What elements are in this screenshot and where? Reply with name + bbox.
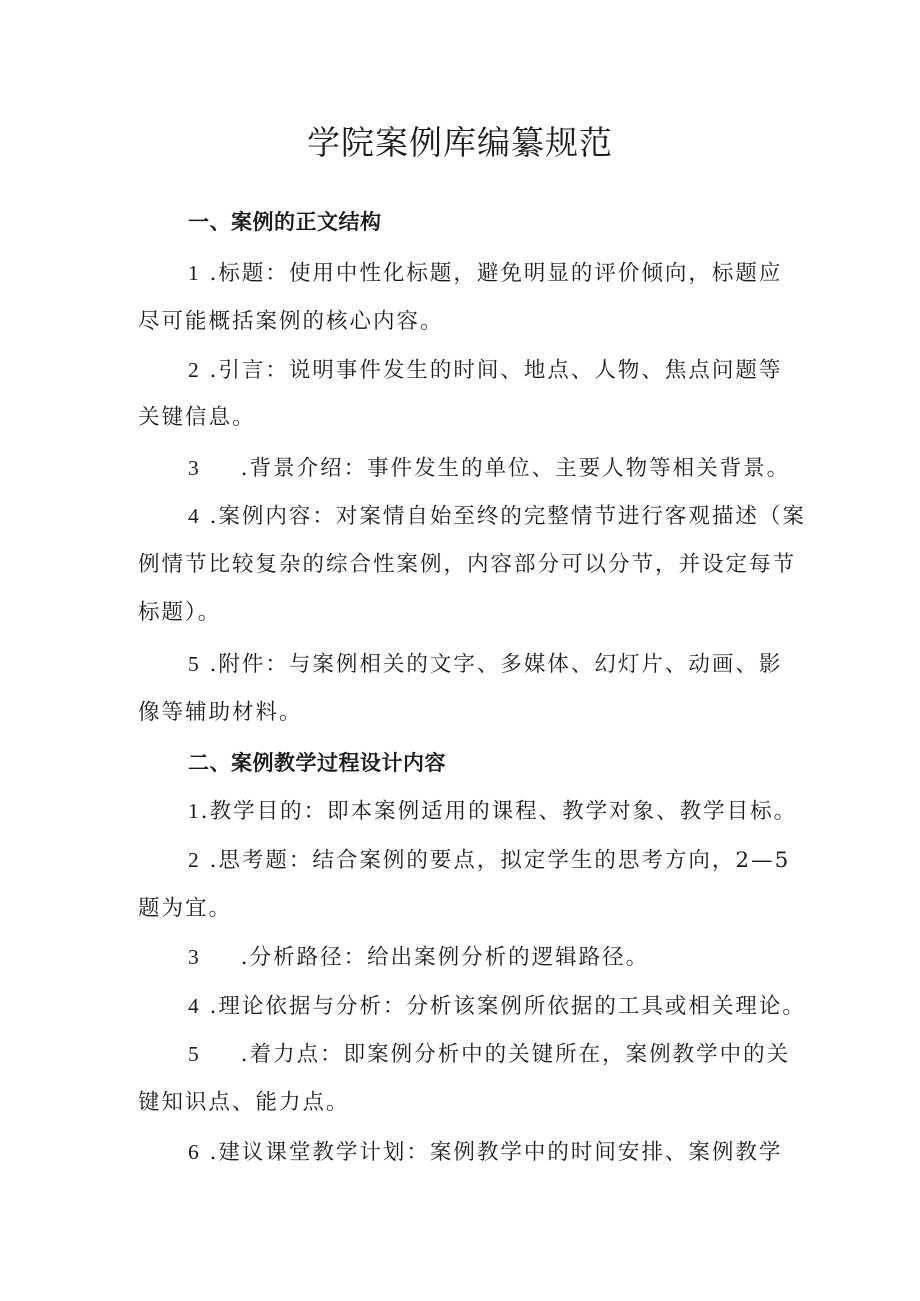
- item-1-2-line-2: 关键信息。: [138, 405, 256, 430]
- item-number: 2: [188, 848, 201, 872]
- item-1-2-line-1: [188, 354, 782, 387]
- item-number: 6: [188, 1140, 201, 1164]
- item-number: 3: [188, 945, 201, 969]
- item-1-4-line-2: 例情节比较复杂的综合性案例，内容部分可以分节，并设定每节: [138, 552, 797, 577]
- item-text: .标题：使用中性化标题，避免明显的评价倾向，标题应: [209, 261, 783, 286]
- item-2-4-line-1: [188, 990, 806, 1023]
- item-1-3-line-1: [188, 452, 790, 485]
- item-text: .分析路径：给出案例分析的逻辑路径。: [240, 945, 650, 970]
- document-title: 学院案例库编纂规范: [307, 123, 613, 162]
- item-number: 5: [188, 1042, 201, 1066]
- item-text: .附件：与案例相关的文字、多媒体、幻灯片、动画、影: [209, 652, 783, 677]
- section-heading-2: 二、案例教学过程设计内容: [188, 751, 446, 775]
- item-2-2-line-1: [188, 844, 790, 877]
- item-1-1-line-2: 尽可能概括案例的核心内容。: [138, 309, 444, 334]
- item-1-4-line-3: 标题）。: [138, 600, 222, 625]
- section-heading-1: 一、案例的正文结构: [188, 210, 382, 234]
- item-1-4-line-1: [188, 500, 806, 533]
- item-1-1-line-1: [188, 257, 782, 290]
- item-2-1-line-1: [188, 795, 797, 828]
- item-1-5-line-1: [188, 648, 782, 681]
- item-number: 2: [188, 358, 201, 382]
- item-text: .案例内容：对案情自始至终的完整情节进行客观描述（案: [209, 504, 806, 529]
- item-number: 4: [188, 994, 201, 1018]
- item-text: .理论依据与分析：分析该案例所依据的工具或相关理论。: [209, 994, 806, 1019]
- item-number: 5: [188, 652, 201, 676]
- item-text: .引言：说明事件发生的时间、地点、人物、焦点问题等: [209, 358, 783, 383]
- item-text: .建议课堂教学计划：案例教学中的时间安排、案例教学: [209, 1140, 783, 1165]
- item-number: 4: [188, 504, 201, 528]
- item-number: 1: [188, 799, 201, 823]
- item-2-5-line-1: [188, 1038, 790, 1071]
- item-text: .思考题：结合案例的要点，拟定学生的思考方向，2—5: [209, 848, 791, 873]
- item-2-2-line-2: 题为宜。: [138, 896, 233, 921]
- item-1-5-line-2: 像等辅助材料。: [138, 700, 303, 725]
- item-2-6-line-1: [188, 1136, 782, 1169]
- item-number: 1: [188, 261, 201, 285]
- item-text: .着力点：即案例分析中的关键所在，案例教学中的关: [240, 1042, 791, 1067]
- item-2-3-line-1: [188, 941, 649, 974]
- item-text: .教学目的：即本案例适用的课程、教学对象、教学目标。: [200, 799, 798, 824]
- item-number: 3: [188, 456, 201, 480]
- item-text: .背景介绍：事件发生的单位、主要人物等相关背景。: [240, 456, 791, 481]
- item-2-5-line-2: 键知识点、能力点。: [138, 1090, 350, 1115]
